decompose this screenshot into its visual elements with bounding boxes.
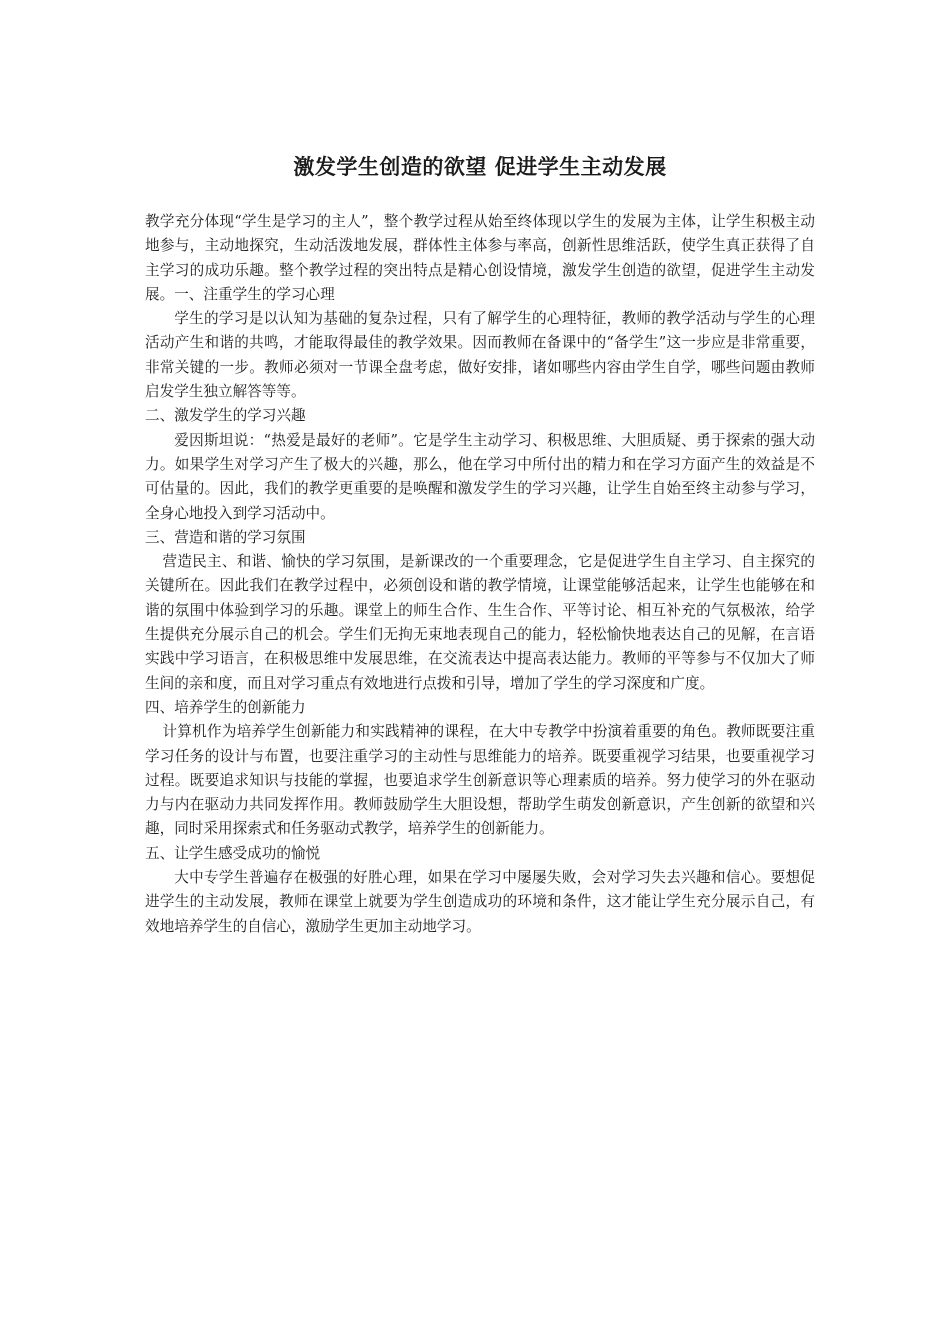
- section5-heading: 五、让学生感受成功的愉悦: [145, 844, 321, 862]
- section1-body: 学生的学习是以认知为基础的复杂过程，只有了解学生的心理特征，教师的教学活动与学生的心理活动产生和谐的共鸣，才能取得最佳的教学效果。因而教师在备课中的“备学生”这一步应是非常重要，非常关键的一步。教师必须对一节课全盘考虑，做好安排，诸如哪些内容由学生自学，哪些问题由教师启发学生独立解答等等。: [145, 310, 815, 401]
- section2-heading: 二、激发学生的学习兴趣: [145, 407, 306, 425]
- section5-body: 大中专学生普遍存在极强的好胜心理，如果在学习中屡屡失败，会对学习失去兴趣和信心。要想促进学生的主动发展，教师在课堂上就要为学生创造成功的环境和条件，这才能让学生充分展示自己，有效地培养学生的自信心，激励学生更加主动地学习。: [145, 869, 815, 935]
- document-title: 激发学生创造的欲望 促进学生主动发展: [293, 155, 667, 179]
- intro-paragraph: 教学充分体现“学生是学习的主人”，整个教学过程从始至终体现以学生的发展为主体，让学生积极主动地参与，主动地探究，生动活泼地发展，群体性主体参与率高，创新性思维活跃，使学生真正获得了自主学习的成功乐趣。整个教学过程的突出特点是精心创设情境，激发学生创造的欲望，促进学生主动发展。一、注重学生的学习心理: [145, 213, 815, 303]
- section4-body: 计算机作为培养学生创新能力和实践精神的课程，在大中专教学中扮演着重要的角色。教师既要注重学习任务的设计与布置，也要注重学习的主动性与思维能力的培养。既要重视学习结果，也要重视学习过程。既要追求知识与技能的掌握，也要追求学生创新意识等心理素质的培养。努力使学习的外在驱动力与内在驱动力共同发挥作用。教师鼓励学生大胆设想，帮助学生萌发创新意识，产生创新的欲望和兴趣，同时采用探索式和任务驱动式教学，培养学生的创新能力。: [145, 723, 815, 838]
- document-page: [145, 150, 815, 939]
- section2-body: 爱因斯坦说：“热爱是最好的老师”。它是学生主动学习、积极思维、大胆质疑、勇于探索的强大动力。如果学生对学习产生了极大的兴趣，那么，他在学习中所付出的精力和在学习方面产生的效益是不可估量的。因此，我们的教学更重要的是唤醒和激发学生的学习兴趣，让学生自始至终主动参与学习，全身心地投入到学习活动中。: [145, 431, 815, 522]
- section4-heading: 四、培养学生的创新能力: [145, 698, 306, 716]
- section3-heading: 三、营造和谐的学习氛围: [145, 528, 306, 546]
- section3-body: 营造民主、和谐、愉快的学习氛围，是新课改的一个重要理念，它是促进学生自主学习、自主探究的关键所在。因此我们在教学过程中，必须创设和谐的教学情境，让课堂能够活起来，让学生也能够在和谐的氛围中体验到学习的乐趣。课堂上的师生合作、生生合作、平等讨论、相互补充的气氛极浓，给学生提供充分展示自己的机会。学生们无拘无束地表现自己的能力，轻松愉快地表达自己的见解，在言语实践中学习语言，在积极思维中发展思维，在交流表达中提高表达能力。教师的平等参与不仅加大了师生间的亲和度，而且对学习重点有效地进行点拨和引导，增加了学生的学习深度和广度。: [145, 553, 815, 692]
